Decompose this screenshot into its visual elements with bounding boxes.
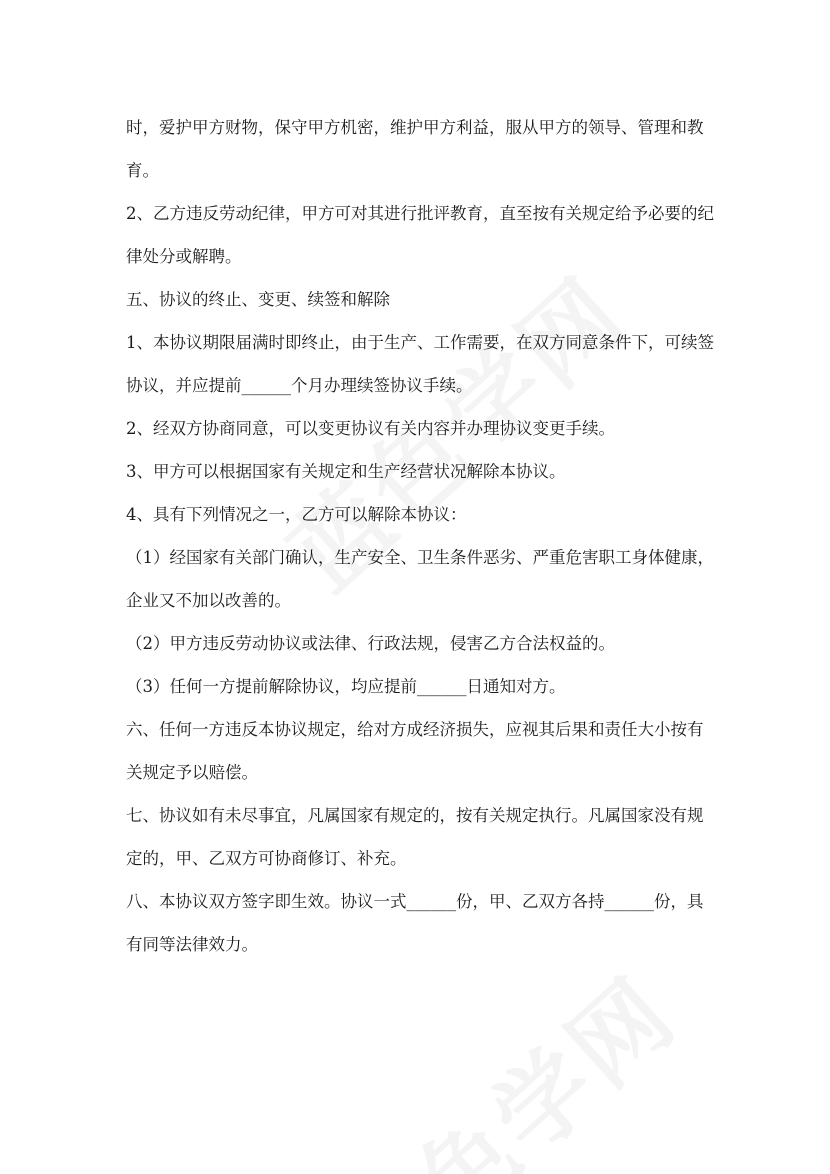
list-item-condition-1: （1）经国家有关部门确认，生产安全、卫生条件恶劣、严重危害职工身体健康，企业又不加以改善的。 xyxy=(126,548,714,610)
paragraph-party-b-termination: 4、具有下列情况之一，乙方可以解除本协议： xyxy=(126,505,467,524)
section-compensation: 六、任何一方违反本协议规定，给对方成经济损失，应视其后果和责任大小按有关规定予以赔偿。 xyxy=(126,720,704,782)
paragraph-expiry-renewal: 1、本协议期限届满时即终止，由于生产、工作需要，在双方同意条件下，可续签协议，并应提前______个月办理续签协议手续。 xyxy=(126,333,714,395)
watermark xyxy=(307,941,702,1174)
paragraph-party-a-termination: 3、甲方可以根据国家有关规定和生产经营状况解除本协议。 xyxy=(126,462,566,481)
list-item-condition-2: （2）甲方违反劳动协议或法律、行政法规，侵害乙方合法权益的。 xyxy=(126,634,615,653)
section-unresolved-matters: 七、协议如有未尽事宜，凡属国家有规定的，按有关规定执行。凡属国家没有规定的，甲、乙双方可协商修订、补充。 xyxy=(126,806,704,868)
section-heading-termination: 五、协议的终止、变更、续签和解除 xyxy=(126,290,390,309)
paragraph-discipline: 2、乙方违反劳动纪律，甲方可对其进行批评教育，直至按有关规定给予必要的纪律处分或解聘。 xyxy=(126,204,714,266)
list-item-condition-3: （3）任何一方提前解除协议，均应提前______日通知对方。 xyxy=(126,677,566,696)
paragraph-duty-continued: 时，爱护甲方财物，保守甲方机密，维护甲方利益，服从甲方的领导、管理和教育。 xyxy=(126,118,704,180)
section-effectiveness: 八、本协议双方签字即生效。协议一式______份，甲、乙双方各持______份，具有同等法律效力。 xyxy=(126,892,704,954)
document-body xyxy=(126,106,718,966)
paragraph-change: 2、经双方协商同意，可以变更协议有关内容并办理协议变更手续。 xyxy=(126,419,615,438)
